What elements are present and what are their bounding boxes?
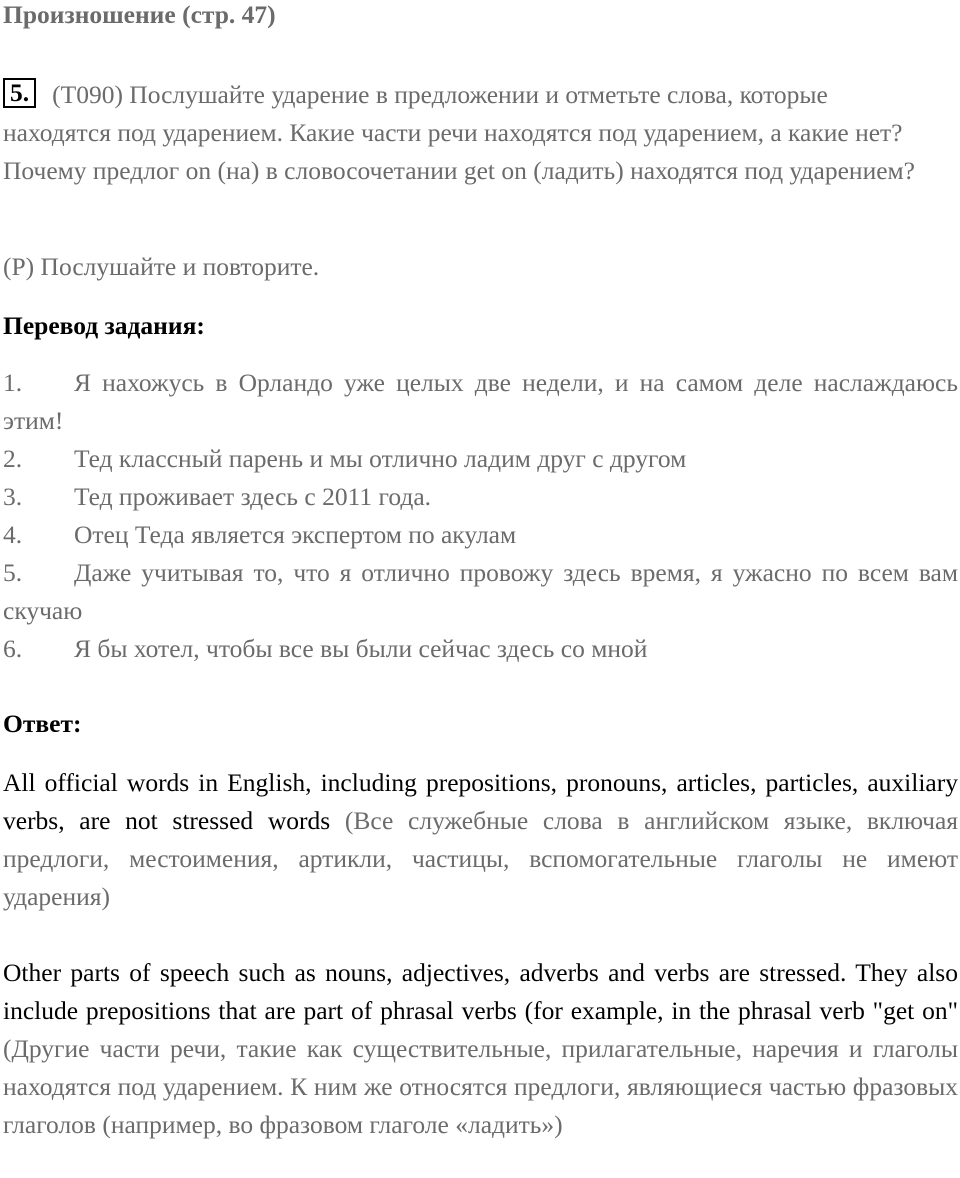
list-item-number: 4. bbox=[3, 520, 23, 549]
list-item-number: 1. bbox=[3, 368, 23, 397]
list-item-number: 6. bbox=[3, 634, 23, 663]
answer-1-russian: (Все служебные слова в английском языке, включая предлоги, местоимения, артикли, частицы, вспомогательные глаголы не имеют ударения) bbox=[3, 806, 958, 911]
list-item-text: Даже учитывая то, что я отлично провожу здесь время, я ужасно по всем вам скучаю bbox=[3, 558, 958, 625]
list-item bbox=[3, 364, 958, 440]
answer-paragraph-2 bbox=[3, 954, 958, 1144]
list-item bbox=[3, 440, 958, 478]
list-item bbox=[3, 554, 958, 630]
list-item-number: 2. bbox=[3, 444, 23, 473]
list-item-text: Я нахожусь в Орландо уже целых две недели, и на самом деле наслаждаюсь этим! bbox=[3, 368, 958, 435]
task-part-p: (P) Послушайте и повторите. bbox=[3, 252, 320, 281]
task-instruction bbox=[3, 76, 937, 190]
answer-2-english: Other parts of speech such as nouns, adjectives, adverbs and verbs are stressed. They also include prepositions that are part of phrasal verbs (for example, in the phrasal verb "get on" bbox=[3, 958, 958, 1025]
list-item-text: Я бы хотел, чтобы все вы были сейчас здесь со мной bbox=[74, 634, 648, 663]
list-item bbox=[3, 478, 958, 516]
answer-2-russian: (Другие части речи, такие как существительные, прилагательные, наречия и глаголы находятся под ударением. К ним же относятся предлоги, являющиеся частью фразовых глаголов (например, во фразовом глаголе «ладить») bbox=[3, 1034, 958, 1139]
answer-1-english: All official words in English, including prepositions, pronouns, articles, particles, auxiliary verbs, are not stressed words bbox=[3, 768, 958, 835]
translation-list bbox=[3, 364, 958, 668]
page-title: Произношение (стр. 47) bbox=[3, 0, 276, 29]
list-item-text: Тед проживает здесь с 2011 года. bbox=[74, 482, 432, 511]
answer-heading: Ответ: bbox=[3, 709, 82, 738]
list-item-text: Тед классный парень и мы отлично ладим друг с другом bbox=[74, 444, 687, 473]
list-item bbox=[3, 630, 958, 668]
translation-heading: Перевод задания: bbox=[3, 311, 205, 340]
list-item-number: 3. bbox=[3, 482, 23, 511]
task-text: (T090) Послушайте ударение в предложении и отметьте слова, которые находятся под ударением. Какие части речи находятся под ударением, а какие нет? Почему предлог on (на) в словосочетании get on (ладить) находятся под ударением? bbox=[3, 80, 915, 185]
task-number-box: 5. bbox=[3, 78, 36, 108]
list-item bbox=[3, 516, 958, 554]
answer-paragraph-1 bbox=[3, 764, 958, 916]
list-item-number: 5. bbox=[3, 558, 23, 587]
list-item-text: Отец Теда является экспертом по акулам bbox=[74, 520, 517, 549]
